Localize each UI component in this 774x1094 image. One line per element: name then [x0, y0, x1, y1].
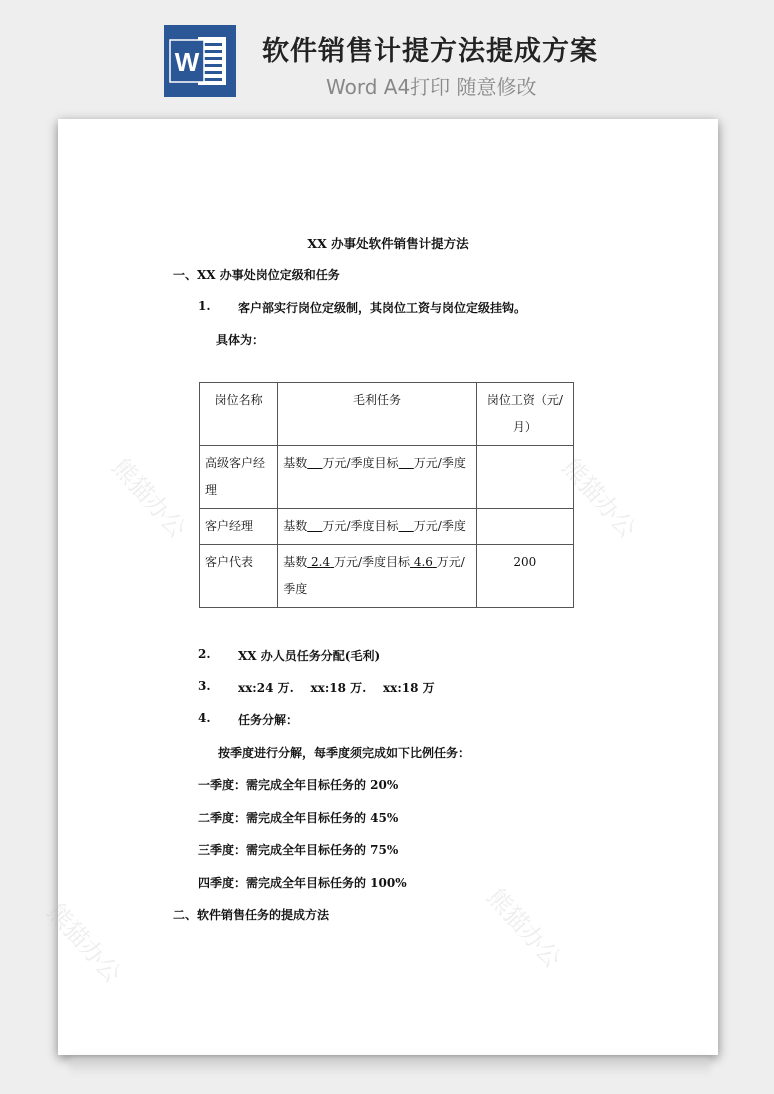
table-cell-task	[278, 446, 477, 509]
table-header-row	[200, 383, 574, 446]
table-row	[200, 545, 574, 608]
task-base-value: 2.4	[311, 555, 331, 569]
table-header: 毛利任务	[278, 383, 477, 446]
item-number-2: 2.	[198, 647, 211, 661]
item-text-1: 客户部实行岗位定级制，其岗位工资与岗位定级挂钩。	[238, 301, 527, 315]
watermark: 熊猫办公	[481, 883, 567, 974]
task-text: 基数	[283, 555, 308, 569]
table-cell-salary	[476, 446, 573, 509]
item-subtext-1: 具体为：	[216, 333, 265, 347]
watermark: 熊猫办公	[106, 453, 192, 544]
task-blank	[399, 456, 414, 470]
table-cell-salary	[476, 509, 573, 545]
item-number-3: 3.	[198, 679, 211, 693]
quarter-line: 四季度：需完成全年目标任务的 100%	[198, 876, 407, 890]
task-text: 基数	[283, 456, 308, 470]
banner-subtitle: Word A4打印 随意修改	[326, 75, 537, 99]
task-blank	[307, 456, 322, 470]
task-text: 基数	[283, 519, 308, 533]
task-text: 万元/季度目标	[322, 519, 399, 533]
task-text: 万元/季度目标	[333, 555, 411, 569]
table-cell-task	[278, 509, 477, 545]
document-title: XX 办事处软件销售计提方法	[307, 236, 469, 251]
document-page	[41, 119, 718, 1055]
page-shadow	[70, 1058, 710, 1076]
table-cell-position: 高级客户经理	[200, 446, 278, 509]
word-icon	[164, 25, 236, 97]
task-blank	[307, 519, 322, 533]
section-heading-2: 二、软件销售任务的提成方法	[173, 908, 330, 922]
watermark: 熊猫办公	[41, 898, 127, 989]
table-row	[200, 446, 574, 509]
quarter-line: 一季度：需完成全年目标任务的 20%	[198, 778, 399, 792]
item-text-4: 任务分解：	[238, 713, 299, 727]
task-text: 万元/季度	[283, 555, 465, 596]
table-header: 岗位工资（元/月）	[476, 383, 573, 446]
watermark: 熊猫办公	[556, 453, 642, 544]
document-body	[58, 119, 718, 1055]
task-text: 万元/季度	[413, 519, 466, 533]
table-cell-position: 客户代表	[200, 545, 278, 608]
word-icon-letter: W	[174, 47, 200, 77]
table-header: 岗位名称	[200, 383, 278, 446]
task-target-value: 4.6	[413, 555, 433, 569]
table-cell-position: 客户经理	[200, 509, 278, 545]
position-table	[199, 382, 574, 608]
item-text-3: xx:24 万. xx:18 万. xx:18 万	[238, 681, 435, 695]
table-row	[200, 509, 574, 545]
table-cell-task	[278, 545, 477, 608]
task-text: 万元/季度目标	[322, 456, 399, 470]
item-number-4: 4.	[198, 711, 211, 725]
task-blank	[399, 519, 414, 533]
item-text-2: XX 办人员任务分配(毛利)	[238, 649, 381, 663]
banner-title: 软件销售计提方法提成方案	[262, 36, 598, 67]
quarter-line: 三季度：需完成全年目标任务的 75%	[198, 843, 399, 857]
item-number-1: 1.	[198, 299, 211, 313]
table-cell-salary: 200	[476, 545, 573, 608]
section-heading-1: 一、XX 办事处岗位定级和任务	[173, 268, 340, 282]
item-subtext-4: 按季度进行分解，每季度须完成如下比例任务：	[218, 746, 471, 760]
quarter-line: 二季度：需完成全年目标任务的 45%	[198, 811, 399, 825]
header-banner	[0, 0, 774, 118]
task-text: 万元/季度	[413, 456, 466, 470]
